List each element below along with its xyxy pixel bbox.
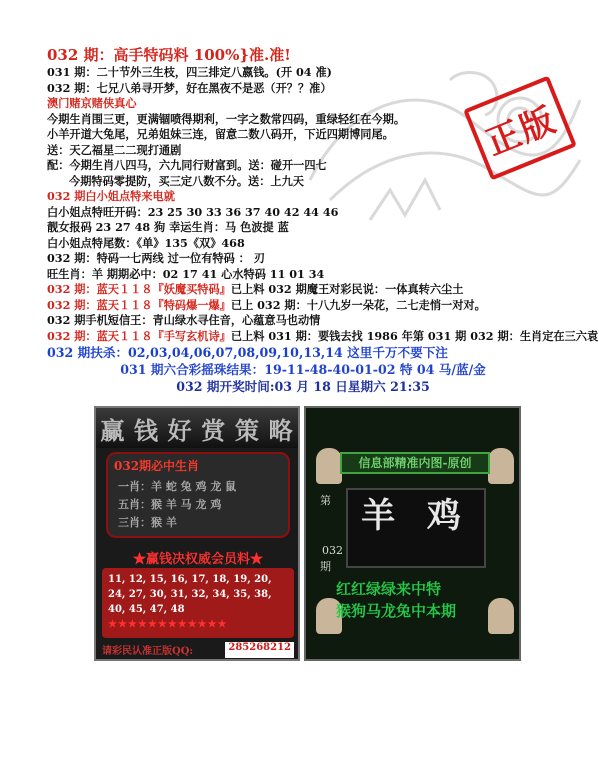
white-lady-line-5: 旺生肖：羊 期期必中：02 17 41 心水特码 11 01 34 — [47, 266, 325, 281]
line-031: 031 期：二十节外三生枝，四三排定八嬴钱。(开 04 准) — [47, 65, 332, 79]
zodiac-card — [106, 452, 290, 538]
slogan-line-2: 猴狗马龙兔中本期 — [336, 602, 457, 620]
poem-line-3: 送：天乙福星二二现打通剧 — [47, 142, 182, 157]
issue-label: 032 — [322, 544, 343, 557]
qq-footer — [102, 642, 294, 658]
page-title: 032 期：高手特码料 100%}准.准! — [47, 46, 291, 64]
zodiac-card-row: 五肖：猴 羊 马 龙 鸡 — [118, 498, 222, 511]
bluesky-line-3 — [47, 329, 599, 345]
zodiac-card-title: 032期必中生肖 — [114, 459, 200, 473]
kill-numbers-line: 032 期扶杀：02,03,04,06,07,08,09,10,13,14 这里千万不要下注 — [47, 345, 448, 360]
bluesky-line-2-prefix: 032 期：蓝天１１８『特码爆一爆』 — [47, 297, 231, 312]
star-row: ★★★★★★★★★★★★ — [108, 619, 228, 630]
issue-suffix: 期 — [320, 560, 331, 573]
left-promo-image — [94, 406, 300, 661]
member-numbers — [102, 568, 294, 638]
slogan-line-1: 红红绿绿来中特 — [336, 580, 442, 598]
line-032: 032 期：七兄八弟寻开梦，好在黑夜不是恶（开？？准） — [47, 80, 332, 95]
stamp-text: 正版 — [480, 99, 563, 164]
issue-prefix: 第 — [320, 494, 331, 507]
left-promo-header — [96, 408, 298, 448]
header-char: 策 — [234, 415, 260, 445]
header-char: 赢 — [100, 415, 126, 445]
bluesky-line-3-prefix: 032 期：蓝天１１８『手写玄机诗』 — [47, 328, 231, 343]
qq-number: 285268212 — [225, 642, 294, 658]
draw-time-line: 032 期开奖时间:03 月 18 日星期六 21:35 — [176, 379, 430, 394]
header-char: 略 — [268, 415, 294, 445]
right-promo-image — [304, 406, 521, 661]
qq-label: 请彩民认准正版QQ: — [102, 646, 194, 657]
poem-line-5: 今期特码零提防，买三定八数不分。送：上九天 — [69, 173, 304, 188]
white-lady-line-4: 032 期：特码一七两线 过一位有特码 ： 刃 — [47, 251, 265, 265]
forecast-text-block — [47, 46, 599, 395]
bluesky-line-1-suffix: 已上料 032 期魔王对彩民说：一体真转六尘土 — [230, 282, 464, 296]
bluesky-line-2 — [47, 298, 599, 314]
sms-king-line: 032 期手机短信王：青山绿水寻住音，心蕴意马也动情 — [47, 313, 321, 327]
bluesky-line-1 — [47, 282, 599, 298]
person-photo — [488, 448, 514, 484]
person-photo — [316, 448, 342, 484]
right-promo-header: 信息部精准内图-原创 — [340, 452, 490, 474]
white-lady-line-1: 白小姐点特旺开码：23 25 30 33 36 37 40 42 44 46 — [47, 204, 339, 219]
header-char: 好 — [167, 415, 193, 445]
result-line: 031 期六合彩摇珠结果：19-11-48-40-01-02 特 04 马/蓝/金 — [120, 362, 486, 377]
member-banner: ★赢钱决权威会员料★ — [132, 552, 263, 567]
number-list: 11, 12, 15, 16, 17, 18, 19, 20, 24, 27, 30, 31, 32, 34, 35, 38, 40, 45, 47, 48 — [108, 574, 272, 615]
zodiac-pair: 羊 鸡 — [361, 496, 471, 536]
poem-line-2: 小羊开道大兔尾，兄弟姐妹三连，留意二数八码开，下近四期博同尾。 — [47, 127, 394, 141]
zodiac-card-row: 三肖：猴 羊 — [118, 516, 177, 529]
bluesky-line-2-suffix: 已上 032 期：十八九岁一朵花，二七走悄一对对。 — [230, 297, 486, 312]
white-lady-line-3: 白小姐点特尾数：《单》135《双》468 — [47, 235, 245, 250]
zodiac-card-row: 一肖：羊 蛇 兔 鸡 龙 鼠 — [118, 480, 237, 493]
section-heading-macau: 澳门赌京赌侠真心 — [47, 96, 137, 110]
poem-line-1: 今期生肖围三更，更满锢喷得期利，一字之数常四码，重绿轻红在今期。 — [47, 111, 406, 126]
header-char: 钱 — [133, 415, 159, 445]
white-lady-line-2: 靓女报码 23 27 48 狗 幸运生肖：马 色波提 蓝 — [47, 220, 289, 234]
green-slogan — [336, 578, 506, 622]
zodiac-board — [322, 488, 486, 568]
bluesky-line-1-prefix: 032 期：蓝天１１８『妖魔买特码』 — [47, 282, 231, 296]
bluesky-line-3-suffix: 已上料 031 期：要钱去找 1986 年第 031 期 032 期：生肖定在三六袁 — [230, 328, 599, 343]
header-char: 赏 — [201, 415, 227, 445]
section-heading-white-lady: 032 期白小姐点特来电就 — [47, 189, 175, 203]
poem-line-4: 配：今期生肖八四马，六九同行财富到。送：碰开一四七 — [47, 158, 327, 172]
